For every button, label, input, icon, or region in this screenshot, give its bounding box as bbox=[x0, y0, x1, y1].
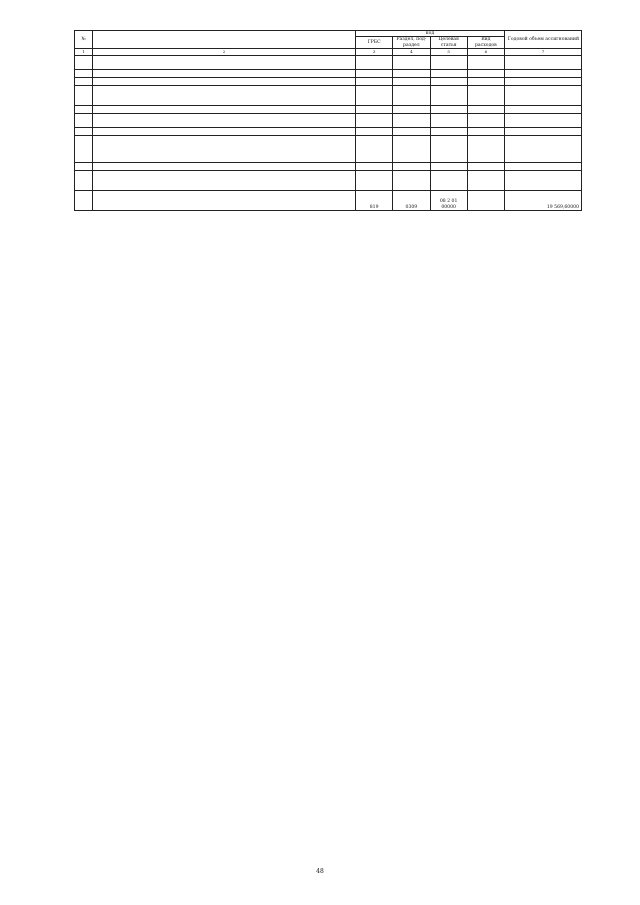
row-exp bbox=[467, 135, 504, 162]
row-target bbox=[430, 55, 467, 69]
col-grbs: ГРБС bbox=[356, 37, 393, 49]
row-sum bbox=[505, 69, 582, 77]
budget-sheet bbox=[74, 30, 582, 211]
row-no bbox=[75, 105, 93, 113]
row-grbs bbox=[356, 105, 393, 113]
row-target bbox=[430, 105, 467, 113]
table-row bbox=[75, 135, 582, 162]
col-name bbox=[93, 31, 356, 49]
row-no bbox=[75, 127, 93, 135]
idx-3: 3 bbox=[356, 48, 393, 55]
row-sum bbox=[505, 113, 582, 127]
col-exp-type: Вид расходов bbox=[467, 37, 504, 49]
row-exp bbox=[467, 55, 504, 69]
row-target bbox=[430, 170, 467, 190]
row-section bbox=[393, 135, 430, 162]
idx-1: 1 bbox=[75, 48, 93, 55]
row-section bbox=[393, 105, 430, 113]
row-sum bbox=[505, 135, 582, 162]
row-name bbox=[93, 135, 356, 162]
row-sum bbox=[505, 85, 582, 105]
row-section bbox=[393, 77, 430, 85]
row-target bbox=[430, 127, 467, 135]
row-target bbox=[430, 162, 467, 170]
row-exp bbox=[467, 69, 504, 77]
table-row-last bbox=[75, 190, 582, 210]
row-grbs bbox=[356, 77, 393, 85]
row-no bbox=[75, 85, 93, 105]
row-section bbox=[393, 113, 430, 127]
table-row bbox=[75, 170, 582, 190]
row-section bbox=[393, 85, 430, 105]
table-row bbox=[75, 55, 582, 69]
row-grbs bbox=[356, 162, 393, 170]
col-amount: Годовой объем ассигнований bbox=[505, 31, 582, 49]
row-target bbox=[430, 69, 467, 77]
row-grbs bbox=[356, 127, 393, 135]
row-name bbox=[93, 162, 356, 170]
row-target: 08 2 01 00000 bbox=[430, 190, 467, 210]
row-no bbox=[75, 55, 93, 69]
row-grbs bbox=[356, 170, 393, 190]
idx-4: 4 bbox=[393, 48, 430, 55]
budget-table bbox=[74, 30, 582, 211]
col-section: Раздел, под-раздел bbox=[393, 37, 430, 49]
row-no bbox=[75, 69, 93, 77]
col-target: Целевая статья bbox=[430, 37, 467, 49]
row-exp bbox=[467, 162, 504, 170]
row-name bbox=[93, 55, 356, 69]
row-no bbox=[75, 170, 93, 190]
row-section bbox=[393, 69, 430, 77]
row-section: 0309 bbox=[393, 190, 430, 210]
row-name bbox=[93, 105, 356, 113]
row-name bbox=[93, 77, 356, 85]
idx-7: 7 bbox=[505, 48, 582, 55]
row-sum bbox=[505, 77, 582, 85]
row-no bbox=[75, 113, 93, 127]
row-section bbox=[393, 170, 430, 190]
row-sum bbox=[505, 162, 582, 170]
table-row bbox=[75, 69, 582, 77]
row-target bbox=[430, 77, 467, 85]
row-grbs bbox=[356, 135, 393, 162]
row-exp bbox=[467, 113, 504, 127]
table-row bbox=[75, 113, 582, 127]
table-body bbox=[75, 55, 582, 190]
row-name bbox=[93, 127, 356, 135]
col-no: № bbox=[75, 31, 93, 49]
row-grbs bbox=[356, 55, 393, 69]
row-exp bbox=[467, 85, 504, 105]
row-grbs: 819 bbox=[356, 190, 393, 210]
row-exp bbox=[467, 170, 504, 190]
row-grbs bbox=[356, 113, 393, 127]
table-row bbox=[75, 127, 582, 135]
row-grbs bbox=[356, 85, 393, 105]
row-no bbox=[75, 77, 93, 85]
row-target bbox=[430, 135, 467, 162]
table-row bbox=[75, 162, 582, 170]
row-name bbox=[93, 170, 356, 190]
row-no bbox=[75, 190, 93, 210]
row-name bbox=[93, 85, 356, 105]
row-grbs bbox=[356, 69, 393, 77]
row-sum bbox=[505, 170, 582, 190]
row-name bbox=[93, 190, 356, 210]
row-exp bbox=[467, 190, 504, 210]
row-exp bbox=[467, 127, 504, 135]
table-row bbox=[75, 105, 582, 113]
row-exp bbox=[467, 105, 504, 113]
row-target bbox=[430, 113, 467, 127]
idx-5: 5 bbox=[430, 48, 467, 55]
row-target bbox=[430, 85, 467, 105]
row-name bbox=[93, 113, 356, 127]
row-section bbox=[393, 162, 430, 170]
row-no bbox=[75, 162, 93, 170]
row-name bbox=[93, 69, 356, 77]
row-sum bbox=[505, 127, 582, 135]
row-sum: 19 569,60000 bbox=[505, 190, 582, 210]
table-row bbox=[75, 85, 582, 105]
idx-2: 2 bbox=[93, 48, 356, 55]
table-row bbox=[75, 77, 582, 85]
row-section bbox=[393, 55, 430, 69]
row-sum bbox=[505, 105, 582, 113]
idx-6: 6 bbox=[467, 48, 504, 55]
row-section bbox=[393, 127, 430, 135]
row-sum bbox=[505, 55, 582, 69]
row-no bbox=[75, 135, 93, 162]
col-codes-group: код bbox=[356, 31, 505, 37]
row-exp bbox=[467, 77, 504, 85]
page-number: 48 bbox=[316, 868, 324, 875]
